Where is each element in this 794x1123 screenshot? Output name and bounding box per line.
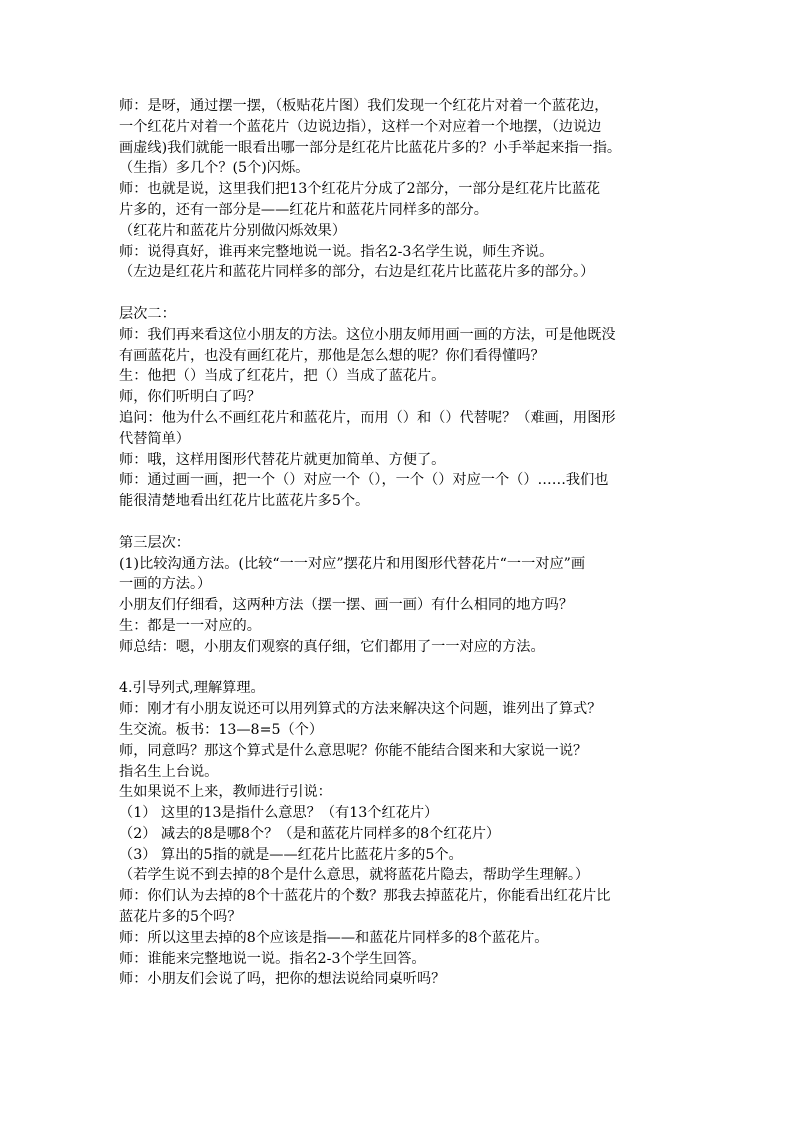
text-line: 生：他把（）当成了红花片，把（）当成了蓝花片。 — [119, 368, 446, 385]
blank-line — [119, 512, 689, 533]
text-line: 师：我们再来看这位小朋友的方法。这位小朋友师用画一画的方法，可是他既没 — [119, 326, 616, 343]
text-line: 有画蓝花片，也没有画红花片，那他是怎么想的呢？你们看得懂吗？ — [119, 347, 545, 364]
text-line: 能很清楚地看出红花片比蓝花片多5个。 — [119, 493, 370, 510]
text-line: （2） 减去的8是哪8个？（是和蓝花片同样多的8个红花片） — [119, 825, 501, 842]
text-line: 指名生上台说。 — [119, 763, 219, 780]
text-line: 师：刚才有小朋友说还可以用列算式的方法来解决这个问题，谁列出了算式？ — [119, 701, 602, 718]
text-line: 第三层次： — [119, 534, 190, 551]
text-line: 生：都是一一对应的。 — [119, 617, 261, 634]
text-line: 画虚线)我们就能一眼看出哪一部分是红花片比蓝花片多的？小手举起来指一指。 — [119, 139, 622, 156]
text-line: （3） 算出的5指的就是——红花片比蓝花片多的5个。 — [119, 846, 463, 863]
text-line: 代替简单） — [119, 430, 190, 447]
text-line: 师：你们认为去掉的8个十蓝花片的个数？那我去掉蓝花片，你能看出红花片比 — [119, 888, 611, 905]
text-line: 师：是呀，通过摆一摆，（板贴花片图）我们发现一个红花片对着一个蓝花边， — [119, 98, 609, 114]
text-line: 师：也就是说，这里我们把13个红花片分成了2部分，一部分是红花片比蓝花 — [119, 181, 601, 198]
blank-line — [119, 283, 689, 304]
text-line: 师：通过画一画，把一个（）对应一个（），一个（）对应一个（）……我们也 — [119, 472, 609, 489]
text-line: 蓝花片多的5个吗？ — [119, 909, 242, 926]
text-line: 生如果说不上来，教师进行引说： — [119, 784, 332, 801]
text-line: （若学生说不到去掉的8个是什么意思，就将蓝花片隐去，帮助学生理解。） — [119, 867, 590, 884]
text-line: 师：谁能来完整地说一说。指名2-3个学生回答。 — [119, 950, 426, 967]
blank-line — [119, 658, 689, 679]
text-line: 片多的，还有一部分是——红花片和蓝花片同样多的部分。 — [119, 201, 488, 218]
text-line: 追问：他为什么不画红花片和蓝花片，而用（）和（）代替呢？（难画，用图形 — [119, 409, 616, 426]
text-line: 师：哦，这样用图形代替花片就更加简单、方便了。 — [119, 451, 446, 468]
text-line: 生交流。板书：13—8=5（个） — [119, 721, 324, 738]
text-line: （1） 这里的13是指什么意思？（有13个红花片） — [119, 805, 439, 822]
text-line: 师总结：嗯，小朋友们观察的真仔细，它们都用了一一对应的方法。 — [119, 638, 545, 655]
text-line: 一画的方法。） — [119, 576, 212, 593]
text-line: 层次二： — [119, 305, 176, 322]
document-page — [119, 96, 689, 990]
text-line: （左边是红花片和蓝花片同样多的部分，右边是红花片比蓝花片多的部分。） — [119, 264, 595, 281]
text-line: 师：小朋友们会说了吗，把你的想法说给同桌听吗？ — [119, 971, 446, 988]
text-line: （生指）多几个？(5个)闪烁。 — [119, 160, 310, 177]
text-line: （红花片和蓝花片分别做闪烁效果） — [119, 222, 347, 239]
text-line: 师，你们听明白了吗？ — [119, 389, 261, 406]
text-line: 师：所以这里去掉的8个应该是指——和蓝花片同样多的8个蓝花片。 — [119, 929, 549, 946]
text-line: 一个红花片对着一个蓝花片（边说边指），这样一个对应着一个地摆，（边说边 — [119, 118, 602, 135]
text-line: 4.引导列式,理解算理。 — [119, 680, 265, 697]
text-line: 小朋友们仔细看，这两种方法（摆一摆、画一画）有什么相同的地方吗？ — [119, 597, 574, 614]
text-line: 师，同意吗？那这个算式是什么意思呢？你能不能结合图来和大家说一说？ — [119, 742, 588, 759]
text-line: (1)比较沟通方法。(比较“一一对应”摆花片和用图形代替花片“一一对应”画 — [119, 555, 586, 572]
text-line: 师：说得真好，谁再来完整地说一说。指名2-3名学生说，师生齐说。 — [119, 243, 554, 260]
